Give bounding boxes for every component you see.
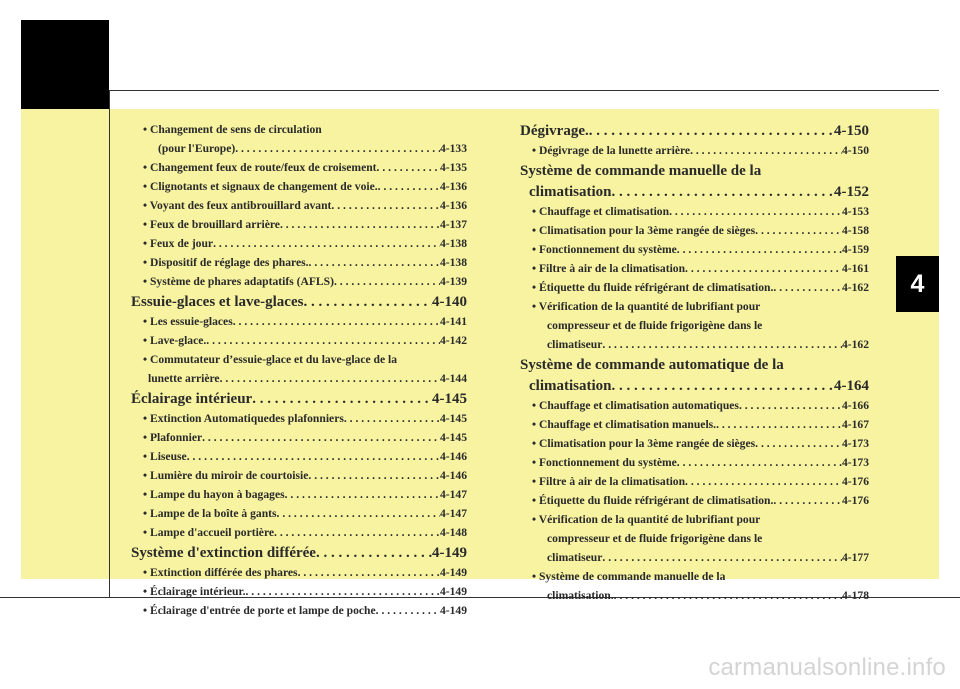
entry-label: • Éclairage intérieur. [143,585,246,598]
toc-entry-line: compresseur et de fluide frigorigène dans le [547,319,763,332]
toc-entry[interactable] [520,415,869,434]
entry-label: climatisation. [547,589,614,602]
entry-page: 4-150 [841,144,869,157]
entry-page: 4-178 [841,589,869,602]
toc-section-heading[interactable] [520,121,869,141]
toc-entry[interactable] [520,586,869,605]
toc-entry[interactable] [131,158,467,177]
toc-entry[interactable] [520,335,869,354]
toc-section-heading[interactable] [131,292,467,312]
toc-entry[interactable] [131,601,467,620]
toc-entry[interactable] [520,472,869,491]
entry-label: • Fonctionnement du système [532,243,677,256]
toc-entry[interactable] [131,177,467,196]
entry-label: • Filtre à air de la climatisation [532,475,686,488]
toc-entry-line: • Système de commande manuelle de la [532,570,726,583]
section-heading-line: Système de commande automatique de la [520,357,784,373]
toc-section-heading[interactable] [131,543,467,563]
entry-page: 4-149 [439,604,467,617]
entry-label: • Chauffage et climatisation manuels. [532,418,717,431]
section-page: 4-140 [432,294,467,310]
entry-page: 4-136 [439,199,467,212]
toc-entry[interactable] [131,523,467,542]
entry-label: lunette arrière [148,372,220,385]
toc-section-heading[interactable] [520,182,869,202]
entry-label: • Dispositif de réglage des phares. [143,256,309,269]
toc-entry[interactable] [131,409,467,428]
toc-entry[interactable] [520,453,869,472]
toc-entry[interactable] [520,548,869,567]
toc-entry-line: • Vérification de la quantité de lubrifiant pour [532,513,761,526]
entry-page: 4-138 [439,256,467,269]
toc-entry[interactable] [520,259,869,278]
entry-label: • Extinction Automatiquedes plafonniers [143,412,344,425]
section-label: Dégivrage. [520,123,589,139]
toc-column-right [520,120,869,605]
entry-label: • Dégivrage de la lunette arrière [532,144,691,157]
entry-label: • Climatisation pour la 3ème rangée de sièges [532,437,756,450]
entry-page: 4-149 [439,566,467,579]
toc-entry[interactable] [520,491,869,510]
entry-label: • Chauffage et climatisation automatiques [532,399,739,412]
entry-label: • Système de phares adaptatifs (AFLS) [143,275,334,288]
entry-page: 4-162 [841,338,869,351]
entry-label: • Lumière du miroir de courtoisie [143,469,309,482]
toc-entry[interactable] [131,504,467,523]
toc-entry[interactable] [131,466,467,485]
entry-page: 4-162 [841,281,869,294]
entry-page: 4-173 [841,437,869,450]
entry-label: • Lampe d'accueil portière [143,526,275,539]
toc-column-left [131,120,467,620]
entry-page: 4-137 [439,218,467,231]
entry-page: 4-153 [841,205,869,218]
entry-page: 4-147 [439,507,467,520]
header-rule [109,90,939,91]
entry-label: • Filtre à air de la climatisation [532,262,686,275]
entry-label: • Lave-glace. [143,334,207,347]
toc-entry[interactable] [131,331,467,350]
margin-rule [109,90,110,597]
section-page: 4-149 [432,545,467,561]
section-label: Éclairage intérieur [131,391,253,407]
toc-entry[interactable] [131,582,467,601]
entry-page: 4-176 [841,494,869,507]
entry-label: • Climatisation pour la 3ème rangée de sièges [532,224,756,237]
toc-entry-line: • Commutateur d’essuie-glace et du lave-glace de la [143,353,398,366]
entry-page: 4-138 [439,237,467,250]
toc-entry[interactable] [131,312,467,331]
toc-entry[interactable] [131,139,467,158]
toc-entry[interactable] [520,278,869,297]
entry-label: • Plafonnier [143,431,203,444]
toc-entry[interactable] [520,240,869,259]
toc-entry[interactable] [520,221,869,240]
toc-entry[interactable] [131,563,467,582]
section-label: climatisation [529,184,612,200]
entry-page: 4-149 [439,585,467,598]
entry-label: climatiseur [547,551,603,564]
entry-label: • Voyant des feux antibrouillard avant [143,199,332,212]
entry-label: climatiseur [547,338,603,351]
entry-label: • Étiquette du fluide réfrigérant de climatisation. [532,281,774,294]
entry-page: 4-146 [439,469,467,482]
toc-entry[interactable] [131,272,467,291]
section-label: climatisation [529,378,612,394]
entry-page: 4-141 [439,315,467,328]
entry-page: 4-139 [439,275,467,288]
entry-label: • Feux de jour [143,237,214,250]
toc-entry[interactable] [520,434,869,453]
toc-entry[interactable] [131,215,467,234]
toc-entry[interactable] [131,447,467,466]
section-label: Essuie-glaces et lave-glaces [131,294,304,310]
section-label: Système d'extinction différée [131,545,316,561]
entry-label: • Changement feux de route/feux de croisement [143,161,377,174]
toc-entry[interactable] [520,202,869,221]
entry-label: • Les essuie-glaces [143,315,233,328]
entry-page: 4-144 [439,372,467,385]
toc-entry[interactable] [520,141,869,160]
toc-section-heading[interactable] [520,376,869,396]
chapter-tab[interactable] [896,256,939,312]
toc-entry[interactable] [131,253,467,272]
toc-entry[interactable] [131,369,467,388]
entry-page: 4-145 [439,431,467,444]
toc-entry[interactable] [131,485,467,504]
toc-entry-line: • Changement de sens de circulation [143,123,322,136]
section-heading-line: Système de commande manuelle de la [520,163,762,179]
margin-band [21,109,109,579]
toc-entry-line: • Vérification de la quantité de lubrifiant pour [532,300,761,313]
entry-label: • Étiquette du fluide réfrigérant de climatisation. [532,494,774,507]
toc-entry-line: compresseur et de fluide frigorigène dans le [547,532,763,545]
toc-entry[interactable] [131,428,467,447]
entry-label: • Liseuse [143,450,187,463]
toc-section-heading[interactable] [131,389,467,409]
entry-page: 4-177 [841,551,869,564]
chapter-number: 4 [910,269,925,298]
corner-block [21,20,109,109]
entry-page: 4-159 [841,243,869,256]
entry-label: • Feux de brouillard arrière [143,218,280,231]
entry-page: 4-145 [439,412,467,425]
entry-label: • Chauffage et climatisation [532,205,670,218]
entry-page: 4-166 [841,399,869,412]
entry-label: (pour l'Europe) [158,142,236,155]
entry-page: 4-147 [439,488,467,501]
entry-page: 4-135 [439,161,467,174]
section-page: 4-150 [834,123,869,139]
entry-page: 4-142 [439,334,467,347]
section-page: 4-152 [834,184,869,200]
entry-page: 4-133 [439,142,467,155]
entry-label: • Clignotants et signaux de changement de voie. [143,180,378,193]
entry-page: 4-136 [439,180,467,193]
entry-label: • Éclairage d'entrée de porte et lampe de poche [143,604,376,617]
toc-entry[interactable] [131,234,467,253]
toc-entry[interactable] [131,196,467,215]
entry-label: • Lampe de la boîte à gants [143,507,277,520]
entry-page: 4-161 [841,262,869,275]
toc-entry[interactable] [520,396,869,415]
entry-page: 4-176 [841,475,869,488]
entry-label: • Extinction différée des phares [143,566,298,579]
section-page: 4-164 [834,378,869,394]
section-page: 4-145 [432,391,467,407]
entry-label: • Fonctionnement du système [532,456,677,469]
entry-page: 4-146 [439,450,467,463]
entry-label: • Lampe du hayon à bagages [143,488,285,501]
entry-page: 4-158 [841,224,869,237]
entry-page: 4-173 [841,456,869,469]
entry-page: 4-148 [439,526,467,539]
watermark: carmanualsonline.info [708,654,946,681]
entry-page: 4-167 [841,418,869,431]
